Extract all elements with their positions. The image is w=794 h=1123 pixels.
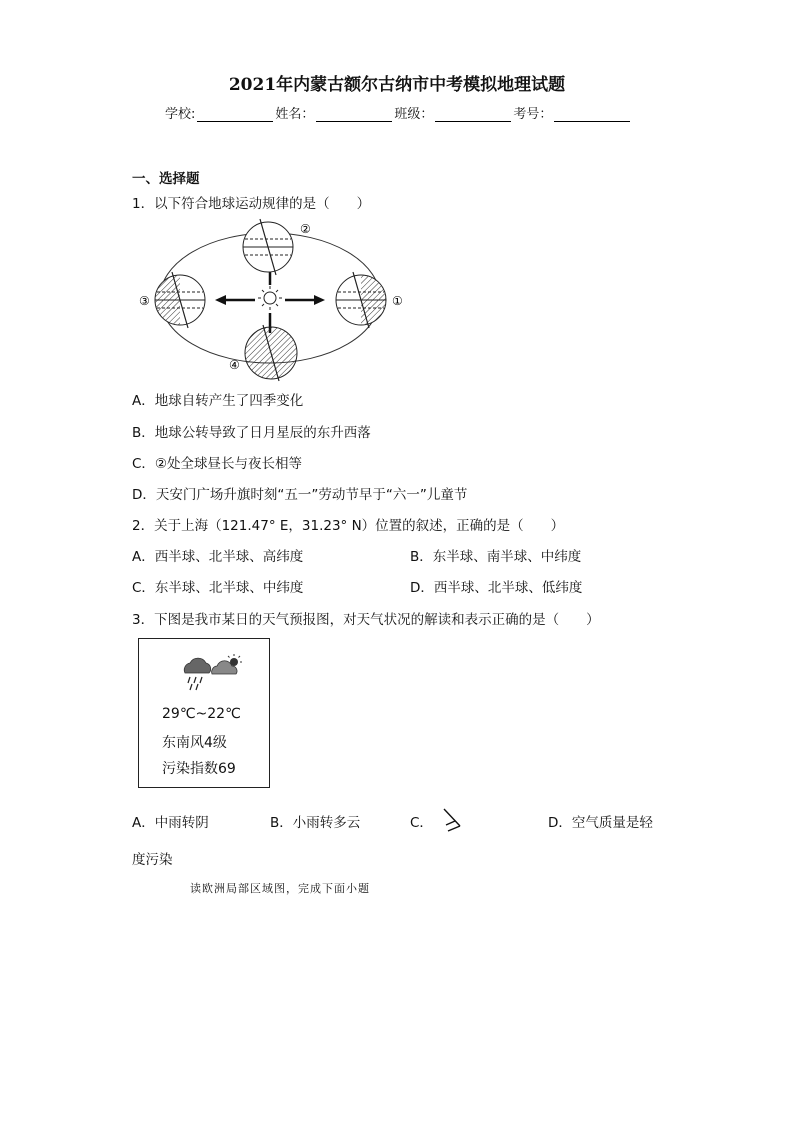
q2-option-c[interactable]: C．东半球、北半球、中纬度: [132, 580, 304, 596]
q2-option-b[interactable]: B．东半球、南半球、中纬度: [410, 549, 582, 565]
name-blank[interactable]: [316, 107, 392, 122]
class-label: 班级：: [394, 107, 434, 122]
sun-icon: [258, 286, 282, 310]
rain-to-cloudy-icon: [179, 653, 245, 693]
q1-option-d[interactable]: D．天安门广场升旗时刻“五一”劳动节早于“六一”儿童节: [132, 487, 468, 503]
school-label: 学校:: [165, 107, 196, 122]
section-heading: 一、选择题: [132, 171, 200, 187]
forecast-pollution: 污染指数69: [162, 761, 236, 777]
reading-instruction: 读欧洲局部区域图，完成下面小题: [190, 882, 370, 895]
student-info-line: [165, 103, 632, 122]
page-title: 2021年内蒙古额尔古纳市中考模拟地理试题: [228, 75, 566, 95]
q3-option-b[interactable]: B．小雨转多云: [270, 815, 361, 831]
earth-position-3: [155, 272, 205, 328]
q2-option-a[interactable]: A．西半球、北半球、高纬度: [132, 549, 304, 565]
q2-option-d[interactable]: D．西半球、北半球、低纬度: [410, 580, 583, 596]
forecast-wind: 东南风4级: [162, 735, 227, 751]
name-label: 姓名：: [275, 107, 315, 122]
q1-option-b[interactable]: B．地球公转导致了日月星辰的东升西落: [132, 425, 371, 441]
label-2: ②: [300, 222, 311, 236]
school-blank[interactable]: [197, 107, 273, 122]
q3-option-c[interactable]: C．: [410, 815, 433, 831]
q3-option-a[interactable]: A．中雨转阴: [132, 815, 209, 831]
id-label: 考号：: [513, 107, 553, 122]
weather-forecast-card: [138, 638, 270, 788]
class-blank[interactable]: [435, 107, 511, 122]
forecast-temperature: 29℃~22℃: [162, 706, 241, 722]
q3-stem: 3．下图是我市某日的天气预报图，对天气状况的解读和表示正确的是（ ）: [132, 612, 600, 628]
label-4: ④: [229, 358, 240, 372]
earth-position-1: [336, 272, 386, 328]
q1-stem: 1．以下符合地球运动规律的是（ ）: [132, 196, 371, 212]
label-3: ③: [139, 294, 150, 308]
earth-orbit-diagram: [135, 215, 410, 385]
earth-position-4: [245, 325, 297, 381]
q2-stem: 2．关于上海（121.47° E，31.23° N）位置的叙述，正确的是（ ）: [132, 518, 565, 534]
q1-option-a[interactable]: A．地球自转产生了四季变化: [132, 393, 304, 409]
q3-option-d[interactable]: D．空气质量是轻: [548, 815, 653, 831]
q1-option-c[interactable]: C．②处全球昼长与夜长相等: [132, 456, 303, 472]
earth-position-2: [243, 219, 293, 275]
label-1: ①: [392, 294, 403, 308]
q3-option-d-continued: 度污染: [132, 852, 173, 868]
id-blank[interactable]: [554, 107, 630, 122]
wind-symbol-icon: [440, 806, 468, 834]
